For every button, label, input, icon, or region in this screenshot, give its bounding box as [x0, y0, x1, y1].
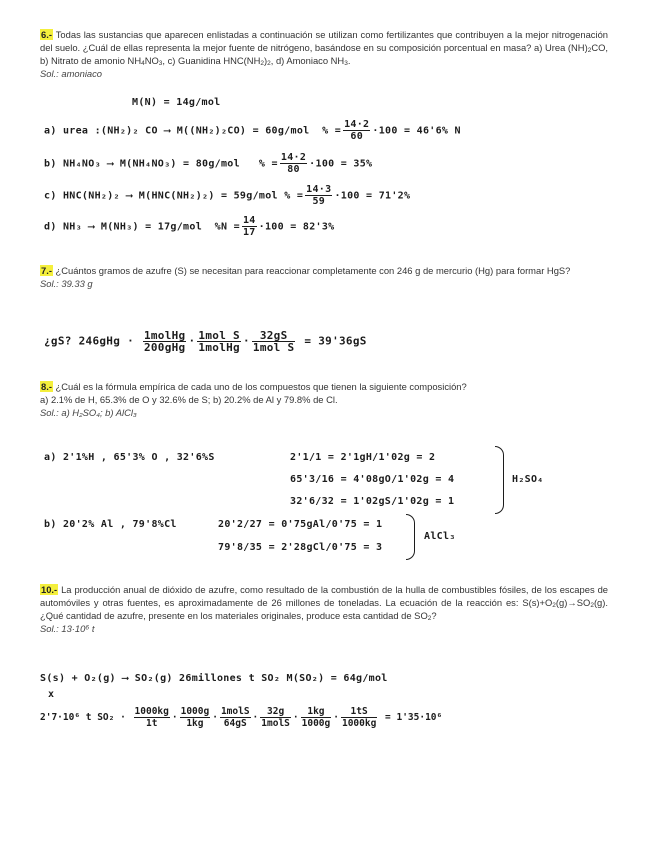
solution: Sol.: amoniaco: [40, 68, 103, 79]
problem-number: 10.-: [41, 584, 58, 595]
problem-6: [40, 28, 608, 80]
work-8a: a) 2'1%H , 65'3% O , 32'6%S: [44, 452, 215, 463]
fraction: $\frac{14}{17}$: [242, 215, 256, 238]
brace: [495, 446, 504, 514]
fraction: $\frac{1000kg}{1t}$: [134, 706, 169, 729]
problem-text: ¿Cuál es la fórmula empírica de cada uno de los compuestos que tienen la siguiente composición?: [52, 381, 467, 392]
fraction: $\frac{32g}{\text{1molS}}$: [261, 706, 290, 729]
fraction: $\frac{1kg}{1000g}$: [301, 706, 331, 729]
problem-number: 8.-: [41, 381, 52, 392]
problem-number: 7.-: [41, 265, 52, 276]
problem-text: Todas las sustancias que aparecen enlistadas a continuación se utilizan como fertilizantes que contribuyen a la mejor nitrogenación del suelo. ¿Cuál de ellas representa la mejor fuente de nitrógeno, basándose en su composición porcentual en masa? a) Urea $(NH)_2CO$, b) Nitrato de amonio $NH_4NO_3$, c) Guanidina $HNC(NH_2)_2$, d) Amoniaco $NH_3$.: [40, 29, 608, 67]
problem-text-2: a) 2.1% de H, 65.3% de O y 32.6% de S; b) 20.2% de Al y 79.8% de Cl.: [40, 394, 338, 405]
work-8b: b) 20'2% Al , 79'8%Cl: [44, 519, 177, 530]
fraction: $\frac{\text{1molS}}{64gS}$: [220, 706, 250, 729]
work-line-b: b) NH₄NO₃ ⟶ M(NH₄NO₃) = 80g/mol % = $\frac{14\cdot 2}{80}$ ·100 = 35%: [44, 152, 373, 175]
solution: Sol.: a) H₂SO₄; b) AlCl₃: [40, 407, 137, 418]
problem-text: ¿Cuántos gramos de azufre (S) se necesitan para reaccionar completamente con 246 g de mercurio (Hg) para formar HgS?: [52, 265, 571, 276]
fraction: $\frac{14\cdot 2}{80}$: [280, 152, 307, 175]
fraction: $\frac{\text{1molHg}}{\text{200gHg}}$: [143, 329, 186, 354]
problem-10: [40, 583, 608, 635]
work-8a-line1: 2'1/1 = 2'1gH/1'02g = 2: [290, 452, 436, 463]
fraction: $\frac{1tS}{1000kg}$: [341, 706, 377, 729]
problem-number: 6.-: [41, 29, 52, 40]
work-8a-line3: 32'6/32 = 1'02gS/1'02g = 1: [290, 496, 455, 507]
problem-text: La producción anual de dióxido de azufre, como resultado de la combustión de la hulla de combustibles fósiles, de los escapes de automóviles y otras fuentes, es aproximadamente de 26 millones de toneladas. La ecuación de la reacción es: $S(s)+O_2(g)\to SO_2(g)$. ¿Qué cantidad de azufre, presente en los materiales originales, produce esta cantidad de $SO_2$?: [40, 584, 608, 622]
work-10-conversion: 2'7·10⁶ t SO₂ · $\frac{1000kg}{1t}$ · $\frac{1000g}{1kg}$ · $\frac{\text{1molS}}{64gS}$ · $\frac{32g}{\text{1molS}}$ · $\frac{1kg}{1000g}$ · $\frac{1tS}{1000kg}$ = 1'35·10⁶: [40, 706, 443, 729]
work-8a-line2: 65'3/16 = 4'08gO/1'02g = 4: [290, 474, 455, 485]
solution: Sol.: 39.33 g: [40, 278, 93, 289]
fraction: $\frac{32gS}{\text{1mol S}}$: [252, 329, 295, 354]
work-8b-line2: 79'8/35 = 2'28gCl/0'75 = 3: [218, 542, 383, 553]
fraction: $\frac{14\cdot 2}{60}$: [344, 119, 370, 142]
work-8b-result: AlCl₃: [424, 531, 456, 542]
fraction: $\frac{1000g}{1kg}$: [180, 706, 210, 729]
molar-mass-n: M(N) = 14g/mol: [132, 97, 221, 108]
fraction: $\frac{14\cdot 3}{59}$: [306, 184, 332, 207]
brace: [406, 514, 415, 560]
problem-7: [40, 264, 608, 290]
solution: Sol.: 13·10⁶ t: [40, 623, 95, 634]
work-line-a: a) urea :(NH₂)₂ CO ⟶ M((NH₂)₂CO) = 60g/mol % = $\frac{14\cdot 2}{60}$ ·100 = 46'6% N: [44, 119, 461, 142]
work-8a-result: H₂SO₄: [512, 474, 544, 485]
work-line-7: ¿gS? 246gHg · $\frac{\text{1molHg}}{\text{200gHg}}$ · $\frac{\text{1mol S}}{\text{1molHg}}$ · $\frac{32gS}{\text{1mol S}}$ = 39'36gS: [44, 329, 367, 354]
work-line-d: d) NH₃ ⟶ M(NH₃) = 17g/mol %N = $\frac{14}{17}$ ·100 = 82'3%: [44, 215, 335, 238]
problem-8: [40, 380, 608, 419]
work-10-x: x: [48, 689, 55, 700]
fraction: $\frac{\text{1mol S}}{\text{1molHg}}$: [198, 329, 240, 354]
work-8b-line1: 20'2/27 = 0'75gAl/0'75 = 1: [218, 519, 383, 530]
work-line-c: c) HNC(NH₂)₂ ⟶ M(HNC(NH₂)₂) = 59g/mol % = $\frac{14\cdot 3}{59}$ ·100 = 71'2%: [44, 184, 411, 207]
work-10-equation: S(s) + O₂(g) ⟶ SO₂(g) 26millones t SO₂ M(SO₂) = 64g/mol: [40, 673, 388, 684]
